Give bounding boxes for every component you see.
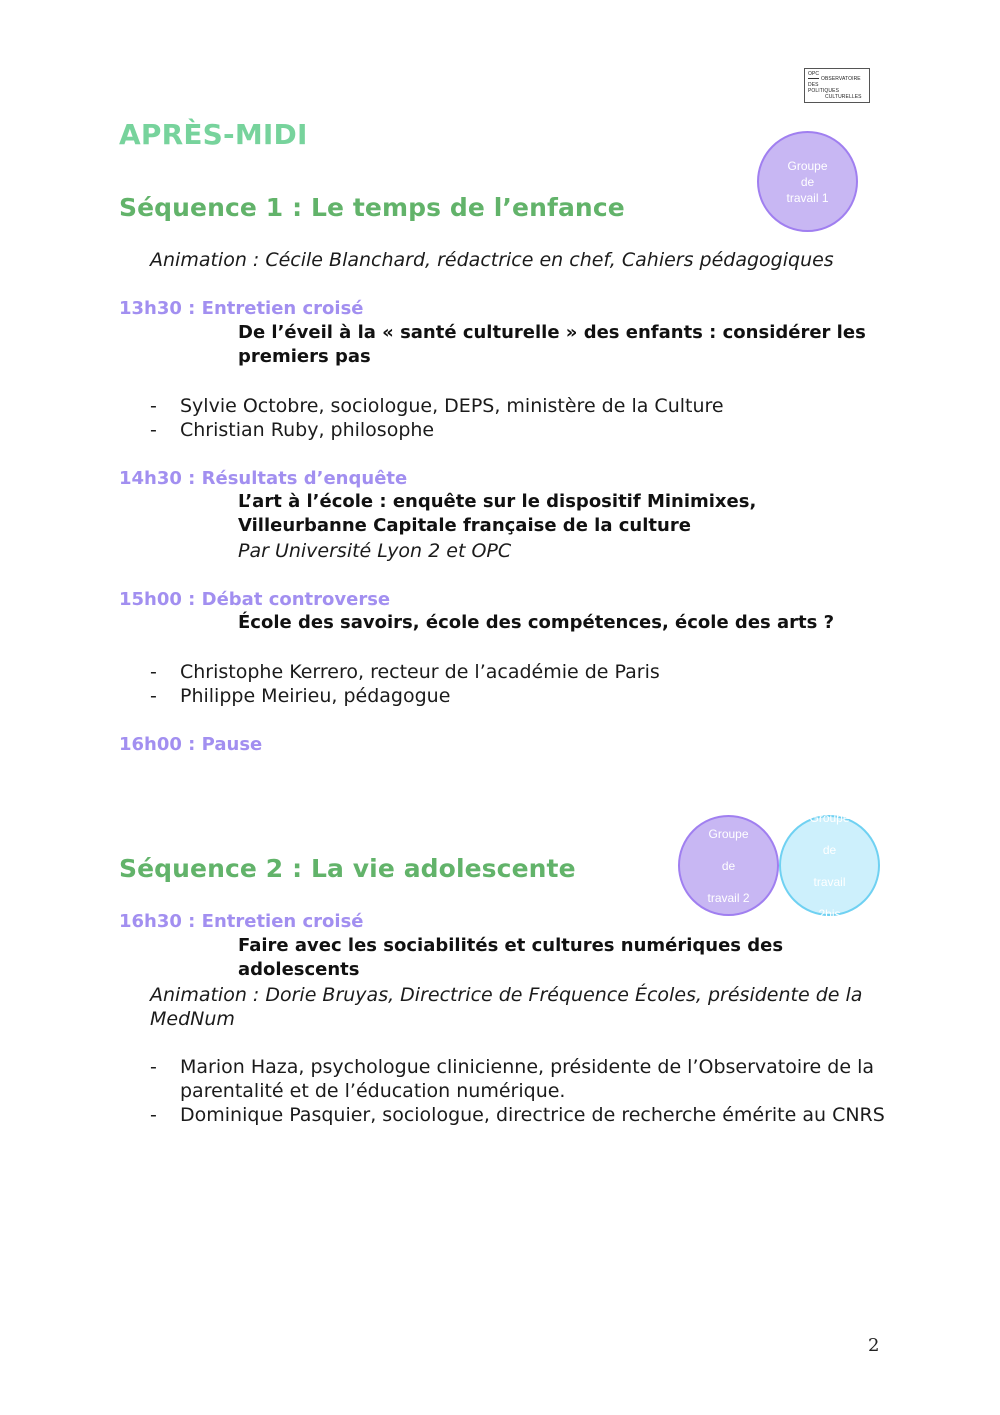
session-title: École des savoirs, école des compétences, école des arts ? (238, 612, 835, 633)
badge-line: Groupe (708, 826, 749, 841)
speaker-name: Dominique Pasquier, sociologue, directrice de recherche émérite au CNRS (180, 1104, 885, 1126)
session-time: 13h30 : Entretien croisé (119, 298, 364, 319)
badge-line: travail (813, 874, 846, 889)
bullet-dash: - (150, 661, 157, 683)
logo-text: CULTURELLES (825, 94, 862, 100)
logo-text: OBSERVATOIRE (821, 76, 861, 82)
session-title: L’art à l’école : enquête sur le dispositif Minimixes, Villeurbanne Capitale française de la culture (238, 491, 757, 536)
workgroup-2bis-badge (779, 810, 880, 921)
badge-line: de (800, 174, 815, 189)
sequence-2-title: Séquence 2 : La vie adolescente (119, 854, 576, 883)
bullet-dash: - (150, 419, 157, 441)
list-item (150, 418, 890, 442)
bullet-dash: - (150, 1104, 157, 1126)
sequence-1-title: Séquence 1 : Le temps de l’enfance (119, 193, 625, 222)
session-time: 14h30 : Résultats d’enquête (119, 468, 408, 489)
workgroup-2-badge (678, 815, 779, 916)
list-item (150, 394, 890, 418)
speaker-name: Christophe Kerrero, recteur de l’académie de Paris (180, 661, 660, 683)
badge-line: de (822, 842, 837, 857)
badge-line: travail 2 (707, 890, 750, 905)
bullet-dash: - (150, 1056, 157, 1078)
session-title: De l’éveil à la « santé culturelle » des enfants : considérer les premiers pas (238, 322, 866, 367)
speaker-name: Philippe Meirieu, pédagogue (180, 685, 451, 707)
section-heading: APRÈS-MIDI (119, 118, 308, 151)
speaker-list (150, 660, 890, 708)
speaker-name: Christian Ruby, philosophe (180, 419, 435, 441)
badge-line: 2bis (818, 906, 841, 921)
bullet-dash: - (150, 395, 157, 417)
badge-line: Groupe (787, 158, 828, 173)
sequence-2-animation: Animation : Dorie Bruyas, Directrice de Fréquence Écoles, présidente de la MedNum (150, 984, 863, 1030)
badge-line: de (721, 858, 736, 873)
opc-logo (804, 68, 870, 103)
workgroup-1-badge (757, 131, 858, 232)
logo-rule (808, 78, 819, 79)
bullet-dash: - (150, 685, 157, 707)
session-byline: Par Université Lyon 2 et OPC (238, 540, 512, 562)
list-item (150, 684, 890, 708)
list-item (150, 1103, 885, 1127)
speaker-name: Marion Haza, psychologue clinicienne, présidente de l’Observatoire de la parentalité et de l’éducation numérique. (180, 1056, 874, 1102)
logo-text: POLITIQUES (808, 88, 840, 94)
badge-line: Groupe (809, 810, 850, 825)
session-time: 15h00 : Débat controverse (119, 589, 391, 610)
session-time: 16h00 : Pause (119, 734, 263, 755)
badge-line: travail 1 (786, 190, 829, 205)
session-title: Faire avec les sociabilités et cultures numériques des adolescents (238, 935, 784, 980)
logo-text: OPC (808, 71, 820, 77)
session-time: 16h30 : Entretien croisé (119, 911, 364, 932)
logo-text: DES (808, 82, 819, 88)
list-item (150, 1055, 885, 1103)
sequence-1-animation: Animation : Cécile Blanchard, rédactrice en chef, Cahiers pédagogiques (150, 249, 834, 271)
list-item (150, 660, 890, 684)
page-number: 2 (868, 1335, 880, 1356)
speaker-name: Sylvie Octobre, sociologue, DEPS, ministère de la Culture (180, 395, 724, 417)
speaker-list (150, 394, 890, 442)
speaker-list (150, 1055, 885, 1127)
